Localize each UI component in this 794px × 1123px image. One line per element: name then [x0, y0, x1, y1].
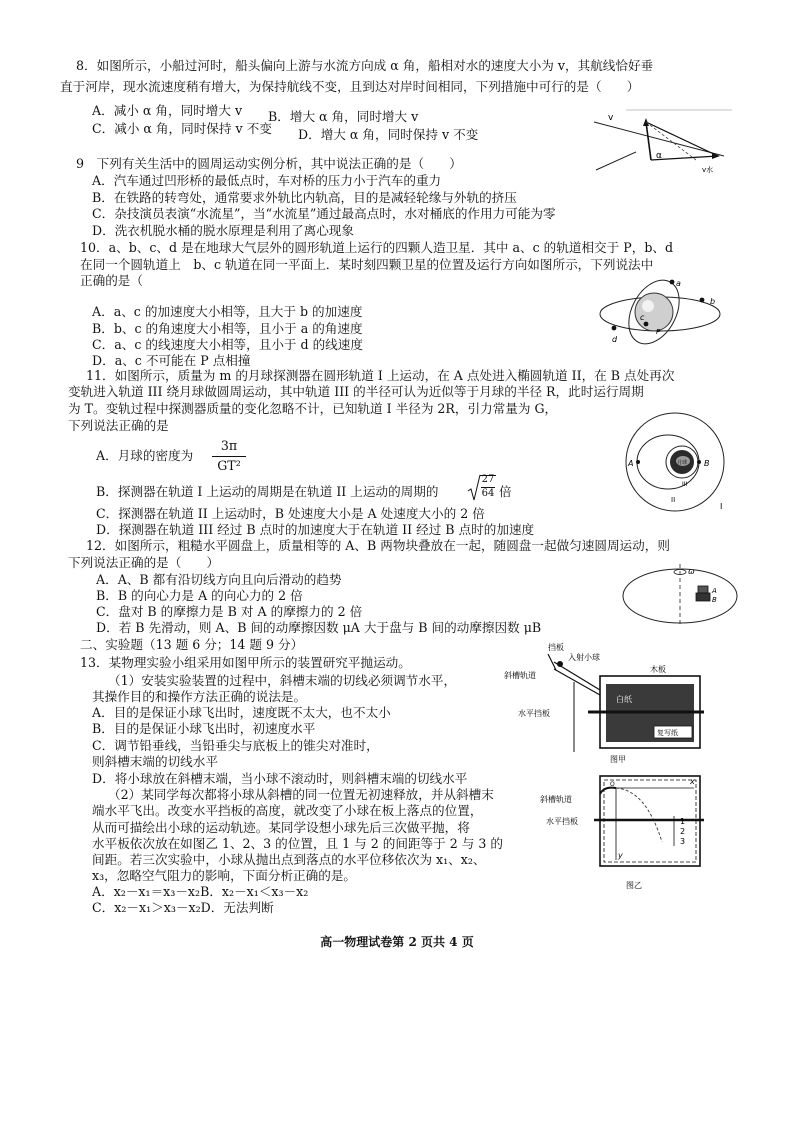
q10-fig-d: d — [612, 335, 618, 344]
q13-fig-a-caption: 图甲 — [610, 755, 626, 764]
q13-option-cd: C．x₂－x₁＞x₃－x₂D．无法判断 — [92, 900, 274, 915]
q13-fig-a-track-label: 斜槽轨道 — [504, 671, 536, 680]
q11-fig-b: B — [704, 459, 710, 468]
q9-option-c: C．杂技演员表演“水流星”，当“水流星”通过最高点时，水对桶底的作用力可能为零 — [92, 206, 556, 221]
q12-disc-figure — [620, 562, 742, 628]
q8-stem-line1: 8．如图所示，小船过河时，船头偏向上游与水流方向成 α 角，船相对水的速度大小为 v，其航线恰好垂 — [76, 58, 654, 73]
q13-figure-b — [534, 772, 710, 894]
q13-stem: 13．某物理实验小组采用如图甲所示的装置研究平抛运动。 — [80, 655, 411, 670]
q13-part2-line5: 间距。若三次实验中，小球从抛出点到落点的水平位移依次为 x₁、x₂、 — [92, 852, 486, 867]
q13-fig-b-3: 3 — [680, 837, 686, 846]
q13-part2-line3: 从而可描绘出小球的运动轨迹。某同学设想小球先后三次做平抛，将 — [92, 820, 470, 835]
q10-satellite-c — [644, 322, 649, 327]
q10-satellite-figure — [594, 276, 726, 348]
q11-fig-a: A — [628, 459, 634, 468]
q11-stem-line4: 下列说法正确的是 — [68, 418, 169, 433]
q13-fig-b-x: x — [690, 777, 695, 786]
q10-fig-a: a — [676, 279, 681, 288]
q11-fig-iii: III — [682, 481, 688, 488]
q12-option-c: C．盘对 B 的摩擦力是 B 对 A 的摩擦力的 2 倍 — [96, 604, 363, 619]
q11-fig-ii: II — [671, 496, 676, 504]
q10-stem-line1: 10．a、b、c、d 是在地球大气层外的圆形轨道上运行的四颗人造卫星．其中 a、c 的轨道相交于 P，b、d — [80, 240, 674, 255]
q13-fig-a-paper-label: 白纸 — [616, 695, 632, 704]
q10-satellite-d — [612, 326, 617, 331]
q8-fig-alpha: α — [656, 151, 662, 161]
q10-stem-line3: 正确的是（ — [80, 273, 143, 288]
q8-option-a: A．减小 α 角，同时增大 v — [92, 103, 243, 118]
q11-point-a — [636, 460, 640, 464]
q13-fig-b-1: 1 — [680, 817, 686, 826]
q9-stem: 9 下列有关生活中的圆周运动实例分析，其中说法正确的是（ ） — [76, 156, 462, 171]
q9-option-d: D．洗衣机脱水桶的脱水原理是利用了离心现象 — [92, 223, 354, 238]
q13-part1-line2: 其操作目的和操作方法正确的说法是。 — [92, 689, 307, 704]
q11-option-b-suffix: 倍 — [499, 484, 512, 499]
q10-option-c: C．a、c 的线速度大小相等，且小于 d 的线速度 — [92, 337, 363, 352]
q13-fig-a-plate-label: 水平挡板 — [518, 709, 550, 718]
q12-fig-a: A — [712, 587, 717, 595]
q12-fig-omega: ω — [688, 567, 695, 576]
q11-option-a-denominator: GT² — [217, 458, 241, 473]
q10-earth-highlight — [642, 300, 654, 312]
q9-option-b: B．在铁路的转弯处，通常要求外轨比内轨高，目的是减轻轮缘与外轨的挤压 — [92, 190, 517, 205]
q13-option-c-line1: C．调节铅垂线，当铅垂尖与底板上的锥尖对准时， — [92, 738, 379, 753]
q8-velocity-arrow — [646, 122, 651, 160]
q12-fig-b: B — [712, 596, 717, 604]
q12-option-d: D．若 B 先滑动，则 A、B 间的动摩擦因数 μA 大于盘与 B 间的动摩擦因数 μB — [96, 620, 542, 635]
q12-option-a: A．A、B 都有沿切线方向且向后滑动的趋势 — [96, 572, 342, 587]
q13-fig-b-2: 2 — [680, 827, 686, 836]
q10-satellite-a — [670, 280, 675, 285]
q11-option-a-fraction-bar — [212, 456, 246, 457]
q10-fig-p: P — [656, 328, 661, 336]
q11-stem-line1: 11．如图所示，质量为 m 的月球探测器在圆形轨道 I 上运动，在 A 点处进入椭圆轨道 II，在 B 点处再次 — [86, 368, 675, 383]
q11-option-c: C．探测器在轨道 II 上运动时，B 处速度大小是 A 处速度大小的 2 倍 — [96, 506, 485, 521]
q10-fig-c: c — [640, 313, 645, 322]
q12-stem-line2: 下列说法正确的是（ ） — [68, 555, 220, 570]
q11-stem-line2: 变轨进入轨道 III 绕月球做圆周运动，其中轨道 III 的半径可认为近似等于月球的半径 R，此时运行周期 — [68, 384, 644, 399]
q13-option-c-line2: 则斜槽末端的切线水平 — [92, 754, 218, 769]
q13-figure-a — [504, 642, 708, 766]
q13-part2-line1: （2）某同学每次都将小球从斜槽的同一位置无初速释放，并从斜槽末 — [108, 787, 494, 802]
q13-fig-a-ball-label: 入射小球 — [568, 653, 600, 662]
q13-fig-a-track-bottom — [554, 669, 600, 695]
q13-fig-b-trajectory — [616, 788, 662, 842]
q10-fig-b: b — [710, 297, 716, 306]
q13-part1-line1: （1）安装实验装置的过程中，斜槽末端的切线必须调节水平， — [108, 673, 457, 688]
q13-part2-line2: 端水平飞出。改变水平挡板的高度，就改变了小球在板上落点的位置， — [92, 803, 483, 818]
q11-option-b-numerator: 27 — [481, 474, 495, 485]
q8-dashed-line — [646, 122, 696, 160]
q11-option-a-numerator: 3π — [220, 438, 238, 453]
q11-fig-i: I — [720, 502, 723, 511]
q10-option-d: D．a、c 不可能在 P 点相撞 — [92, 353, 251, 368]
q10-earth — [635, 293, 673, 331]
q13-fig-a-board-label: 木板 — [650, 665, 666, 674]
q12-block-a — [698, 586, 708, 593]
q13-part2-line4: 水平板依次放在如图乙 1、2、3 的位置，且 1 与 2 的间距等于 2 与 3 的 — [92, 836, 503, 851]
q13-fig-b-track — [600, 788, 616, 794]
q11-option-b-text: B．探测器在轨道 I 上运动的周期是在轨道 II 上运动的周期的 — [96, 484, 439, 499]
q8-option-c: C．减小 α 角，同时保持 v 不变 — [92, 121, 272, 136]
q13-part2-line6: x₃，忽略空气阻力的影响，下面分析正确的是。 — [92, 868, 357, 883]
q13-fig-b-caption: 图乙 — [626, 881, 642, 890]
q10-satellite-b — [700, 298, 705, 303]
section-2-heading: 二、实验题（13 题 6 分；14 题 9 分） — [80, 637, 304, 652]
q11-orbit-figure — [622, 410, 732, 514]
q8-bank-line-2 — [596, 152, 636, 170]
q8-stem-line2: 直于河岸，现水流速度稍有增大，为保持航线不变，且到达对岸时间相同，下列措施中可行的是（ ） — [60, 79, 640, 94]
q11-option-d: D．探测器在轨道 III 经过 B 点时的加速度大于在轨道 II 经过 B 点时的加速度 — [96, 522, 535, 537]
q13-option-a: A．目的是保证小球飞出时，速度既不太大，也不太小 — [92, 705, 391, 720]
q11-fig-moon: 月球 — [677, 460, 688, 466]
q13-fig-a-ball — [557, 661, 563, 667]
q13-fig-b-y: y — [618, 851, 623, 860]
q13-option-ab: A．x₂－x₁＝x₃－x₂B．x₂－x₁＜x₃－x₂ — [92, 884, 309, 899]
q13-fig-a-baffle-label: 挡板 — [548, 643, 564, 652]
q10-option-a: A．a、c 的加速度大小相等，且大于 b 的加速度 — [92, 304, 363, 319]
q11-point-b — [697, 460, 701, 464]
q13-fig-b-track-label: 斜槽轨道 — [540, 795, 572, 804]
q13-fig-a-paper2-label: 复写纸 — [657, 729, 678, 737]
q8-fig-v: v — [608, 113, 614, 123]
q12-block-b — [696, 593, 710, 601]
q12-stem-line1: 12．如图所示，粗糙水平圆盘上，质量相等的 A、B 两物块叠放在一起，随圆盘一起做匀速圆周运动，则 — [86, 538, 670, 553]
q9-option-a: A．汽车通过凹形桥的最低点时，车对桥的压力小于汽车的重力 — [92, 173, 442, 188]
q10-option-b: B．b、c 的角速度大小相等，且小于 a 的角速度 — [92, 321, 363, 336]
q11-option-a-text: A．月球的密度为 — [96, 448, 194, 463]
q13-fig-b-o: O — [610, 781, 615, 788]
q8-option-d: D．增大 α 角，同时保持 v 不变 — [298, 127, 479, 142]
page-footer: 高一物理试卷第 2 页共 4 页 — [320, 935, 474, 949]
q11-option-b-denominator: 64 — [481, 488, 495, 499]
q13-option-b: B．目的是保证小球飞出时，初速度水平 — [92, 721, 316, 736]
q11-stem-line3: 为 T。变轨过程中探测器质量的变化忽略不计，已知轨道 I 半径为 2R，引力常量为 G， — [68, 401, 558, 416]
q10-stem-line2: 在同一个圆轨道上 b、c 轨道在同一平面上．某时刻四颗卫星的位置及运行方向如图所示，下列说法中 — [80, 257, 654, 272]
q12-option-b: B．B 的向心力是 A 的向心力的 2 倍 — [96, 588, 303, 603]
q8-fig-vw: v水 — [702, 166, 714, 174]
q13-fig-b-plate-label: 水平挡板 — [546, 817, 578, 826]
q13-option-d: D．将小球放在斜槽末端，当小球不滚动时，则斜槽末端的切线水平 — [92, 771, 468, 786]
q11-option-b-sqrt-sign — [467, 474, 481, 502]
q8-option-b: B．增大 α 角，同时增大 v — [268, 109, 419, 124]
q8-boat-figure — [586, 108, 736, 176]
